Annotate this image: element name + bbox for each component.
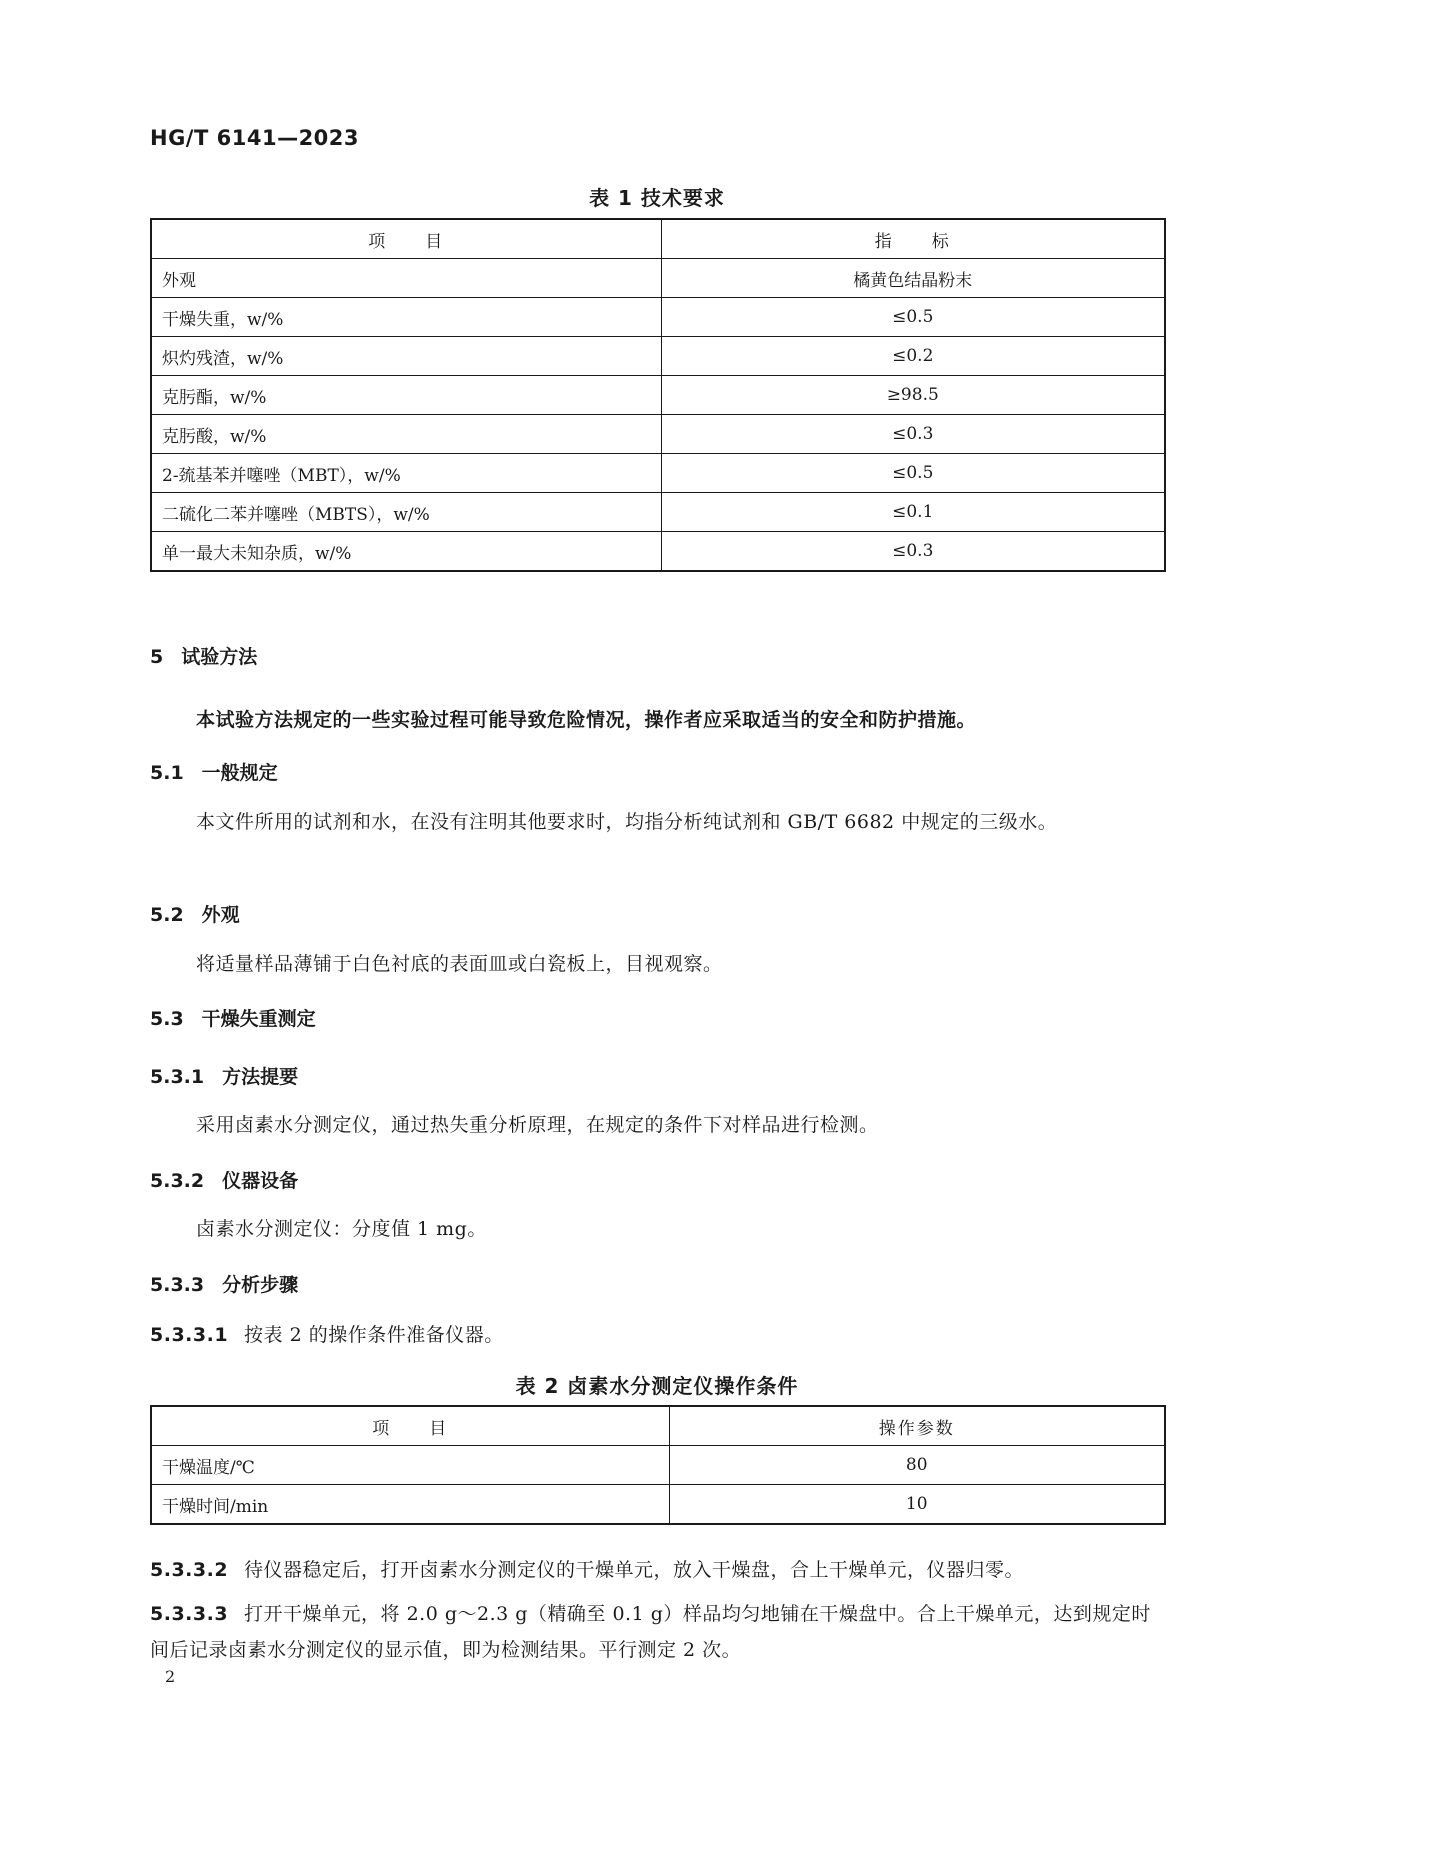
table1-value-cell: ≤0.3 (661, 415, 1165, 454)
section-number: 5.1 (150, 762, 184, 784)
table-row (151, 376, 1165, 415)
table2-caption: 表 2 卤素水分测定仪操作条件 (515, 1374, 799, 1398)
table-row (151, 1446, 1165, 1485)
table-row (151, 454, 1165, 493)
section-5-3-3-heading (150, 1270, 298, 1297)
section-5-1-heading (150, 758, 278, 785)
table1-value-cell: ≤0.5 (661, 454, 1165, 493)
table1-item-cell: 二硫化二苯并噻唑（MBTS），w/% (151, 493, 661, 532)
table1-item-cell: 单一最大未知杂质，w/% (151, 532, 661, 572)
section-title: 方法提要 (222, 1066, 299, 1088)
table1-item-cell: 炽灼残渣，w/% (151, 337, 661, 376)
page-number: 2 (165, 1667, 176, 1686)
table1-header-row (151, 219, 1165, 259)
section-5-2-heading (150, 900, 240, 927)
table-row (151, 415, 1165, 454)
section-number: 5.3 (150, 1008, 184, 1030)
table2-header-item: 项 目 (151, 1406, 669, 1446)
section-number: 5 (150, 646, 164, 668)
table-row (151, 1485, 1165, 1525)
section-5-3-2-text: 卤素水分测定仪：分度值 1 mg。 (196, 1218, 487, 1240)
table-row (151, 337, 1165, 376)
table1-technical-requirements (150, 218, 1166, 572)
table1-caption: 表 1 技术要求 (589, 186, 725, 210)
table2-header-row (151, 1406, 1165, 1446)
table2-value-cell: 80 (669, 1446, 1165, 1485)
table2-header-value: 操作参数 (669, 1406, 1165, 1446)
table1-item-cell: 外观 (151, 259, 661, 298)
section-number: 5.2 (150, 904, 184, 926)
step-5-3-3-3 (150, 1596, 1164, 1668)
table1-value-cell: 橘黄色结晶粉末 (661, 259, 1165, 298)
table2-value-cell: 10 (669, 1485, 1165, 1525)
step-text: 打开干燥单元，将 2.0 g～2.3 g（精确至 0.1 g）样品均匀地铺在干燥盘中。合上干燥单元，达到规定时间后记录卤素水分测定仪的显示值，即为检测结果。平行测定 2 次。 (150, 1603, 1151, 1661)
step-number: 5.3.3.2 (150, 1559, 229, 1581)
section-title: 干燥失重测定 (201, 1008, 316, 1030)
table1-header-item: 项 目 (151, 219, 661, 259)
table-row (151, 259, 1165, 298)
section-title: 仪器设备 (222, 1170, 299, 1192)
table-row (151, 493, 1165, 532)
table2-item-cell: 干燥温度/℃ (151, 1446, 669, 1485)
table1-item-cell: 克肟酯，w/% (151, 376, 661, 415)
table1-value-cell: ≤0.5 (661, 298, 1165, 337)
table1-item-cell: 克肟酸，w/% (151, 415, 661, 454)
standard-code: HG/T 6141—2023 (150, 126, 360, 150)
table1-value-cell: ≤0.2 (661, 337, 1165, 376)
table1-value-cell: ≤0.1 (661, 493, 1165, 532)
table1-item-cell: 2-巯基苯并噻唑（MBT），w/% (151, 454, 661, 493)
step-5-3-3-1 (150, 1317, 1164, 1353)
section-number: 5.3.2 (150, 1170, 205, 1192)
section-title: 外观 (201, 904, 240, 926)
section-5-2-text: 将适量样品薄铺于白色衬底的表面皿或白瓷板上，目视观察。 (196, 953, 723, 975)
step-text: 待仪器稳定后，打开卤素水分测定仪的干燥单元，放入干燥盘，合上干燥单元，仪器归零。 (244, 1559, 1025, 1581)
table1-item-cell: 干燥失重，w/% (151, 298, 661, 337)
section-number: 5.3.3 (150, 1274, 205, 1296)
table-row (151, 532, 1165, 572)
step-text: 按表 2 的操作条件准备仪器。 (244, 1324, 504, 1346)
table1-value-cell: ≤0.3 (661, 532, 1165, 572)
safety-warning: 本试验方法规定的一些实验过程可能导致危险情况，操作者应采取适当的安全和防护措施。 (196, 709, 977, 731)
table1-header-value: 指 标 (661, 219, 1165, 259)
table1-value-cell: ≥98.5 (661, 376, 1165, 415)
section-5-heading (150, 642, 257, 669)
section-5-3-1-heading (150, 1062, 298, 1089)
section-title: 试验方法 (181, 646, 258, 668)
section-title: 分析步骤 (222, 1274, 299, 1296)
section-5-3-1-text: 采用卤素水分测定仪，通过热失重分析原理，在规定的条件下对样品进行检测。 (196, 1114, 879, 1136)
section-5-3-2-heading (150, 1166, 298, 1193)
table2-item-cell: 干燥时间/min (151, 1485, 669, 1525)
step-5-3-3-2 (150, 1552, 1164, 1588)
section-5-3-heading (150, 1004, 316, 1031)
table2-operating-conditions (150, 1405, 1166, 1525)
step-number: 5.3.3.3 (150, 1603, 229, 1625)
section-number: 5.3.1 (150, 1066, 205, 1088)
section-title: 一般规定 (201, 762, 278, 784)
step-number: 5.3.3.1 (150, 1324, 229, 1346)
section-5-1-text: 本文件所用的试剂和水，在没有注明其他要求时，均指分析纯试剂和 GB/T 6682 中规定的三级水。 (196, 811, 1058, 833)
table-row (151, 298, 1165, 337)
